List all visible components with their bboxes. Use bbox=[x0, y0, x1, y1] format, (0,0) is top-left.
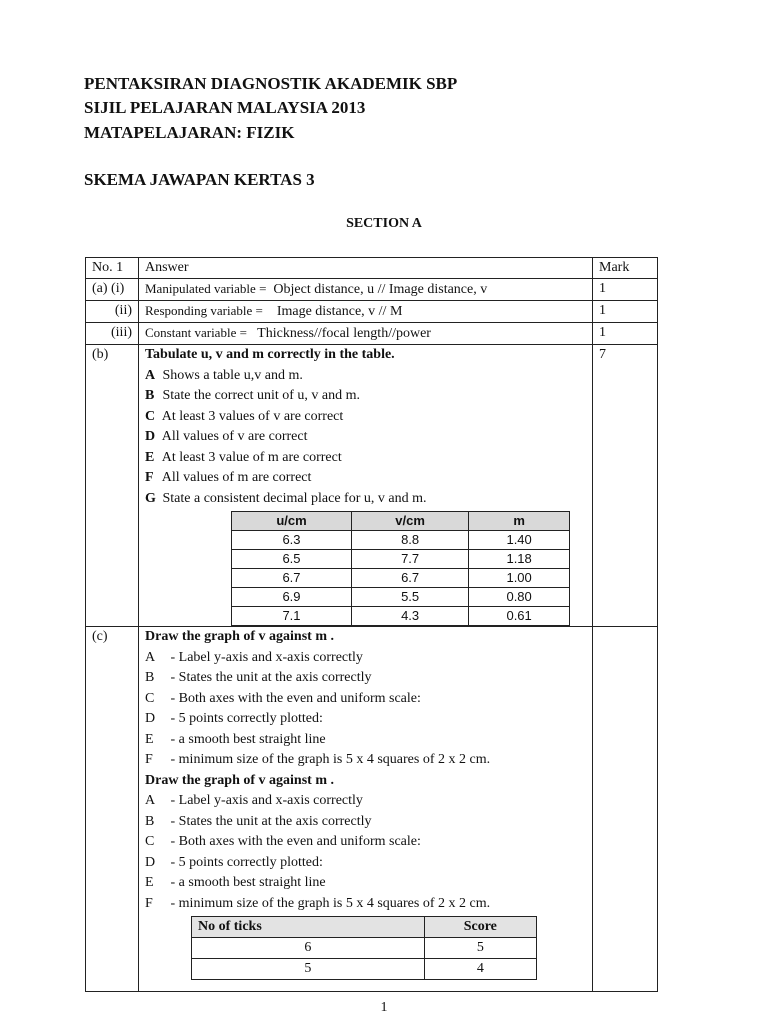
criterion-item bbox=[145, 427, 586, 448]
row-mark: 1 bbox=[593, 301, 658, 323]
criterion-text: At least 3 values of v are correct bbox=[161, 408, 344, 424]
table-row-b bbox=[86, 345, 658, 627]
data-table bbox=[231, 511, 570, 626]
criterion-text: - States the unit at the axis correctly bbox=[170, 670, 372, 685]
criterion-letter: D bbox=[145, 854, 156, 870]
criterion-item bbox=[145, 873, 586, 894]
criterion-text: - a smooth best straight line bbox=[170, 731, 326, 747]
row-no: (ii) bbox=[86, 301, 139, 323]
criterion-text: All values of v are correct bbox=[161, 429, 308, 444]
criterion-letter: D bbox=[145, 429, 156, 444]
criterion-letter: C bbox=[145, 408, 156, 424]
criterion-text: Shows a table u,v and m. bbox=[162, 367, 303, 383]
score-col-header: Score bbox=[424, 917, 536, 938]
criterion-letter: E bbox=[145, 875, 154, 890]
table-row bbox=[86, 301, 658, 323]
criterion-item bbox=[145, 448, 586, 469]
criterion-item bbox=[145, 832, 586, 853]
criterion-text: - minimum size of the graph is 5 x 4 squares of 2 x 2 cm. bbox=[170, 752, 491, 767]
data-cell: 8.8 bbox=[351, 531, 468, 550]
criterion-letter: G bbox=[145, 490, 156, 506]
page-number: 1 bbox=[380, 1000, 388, 1015]
criterion-text: - Label y-axis and x-axis correctly bbox=[170, 649, 363, 665]
data-table-row bbox=[232, 607, 570, 626]
ticks-cell: 6 bbox=[192, 938, 425, 959]
row-no: (iii) bbox=[86, 323, 139, 345]
table-row bbox=[86, 279, 658, 301]
row-answer bbox=[139, 345, 593, 627]
data-cell: 6.5 bbox=[232, 550, 352, 569]
header-line-4: SKEMA JAWAPAN KERTAS 3 bbox=[84, 170, 315, 189]
criterion-letter: F bbox=[145, 752, 153, 767]
data-cell: 7.7 bbox=[351, 550, 468, 569]
criterion-letter: A bbox=[145, 793, 156, 808]
criterion-item bbox=[145, 709, 586, 730]
row-mark bbox=[593, 627, 658, 992]
row-mark: 1 bbox=[593, 279, 658, 301]
criterion-text: - States the unit at the axis correctly bbox=[170, 813, 372, 829]
variable-label: Constant variable = bbox=[145, 325, 247, 340]
criterion-text: State the correct unit of u, v and m. bbox=[162, 388, 360, 403]
row-mark: 1 bbox=[593, 323, 658, 345]
criterion-letter: C bbox=[145, 690, 155, 706]
section-title: SECTION A bbox=[346, 216, 422, 231]
criterion-item bbox=[145, 750, 586, 771]
data-table-row bbox=[232, 588, 570, 607]
criterion-text: - 5 points correctly plotted: bbox=[170, 711, 323, 726]
header-line-1: PENTAKSIRAN DIAGNOSTIK AKADEMIK SBP bbox=[84, 74, 458, 93]
criterion-letter: A bbox=[145, 649, 156, 665]
variable-value: Image distance, v // M bbox=[276, 304, 403, 319]
row-no: (a) (i) bbox=[86, 279, 139, 301]
criterion-letter: C bbox=[145, 834, 155, 849]
table-row bbox=[86, 323, 658, 345]
criterion-text: State a consistent decimal place for u, v and m. bbox=[162, 490, 427, 506]
criterion-text: - Both axes with the even and uniform scale: bbox=[170, 690, 421, 706]
row-answer bbox=[139, 627, 593, 992]
ticks-row bbox=[192, 938, 537, 959]
ticks-score-table bbox=[191, 916, 537, 980]
criterion-item bbox=[145, 407, 586, 428]
criterion-item bbox=[145, 386, 586, 407]
row-answer bbox=[139, 323, 593, 345]
part-b-title: Tabulate u, v and m correctly in the table. bbox=[145, 347, 395, 362]
header-line-2: SIJIL PELAJARAN MALAYSIA 2013 bbox=[84, 98, 366, 117]
criterion-text: - a smooth best straight line bbox=[170, 875, 326, 890]
row-answer bbox=[139, 279, 593, 301]
criterion-text: - Label y-axis and x-axis correctly bbox=[170, 793, 363, 808]
ticks-row bbox=[192, 959, 537, 980]
data-table-row bbox=[232, 531, 570, 550]
part-c-title: Draw the graph of v against m . bbox=[145, 629, 334, 644]
criterion-item bbox=[145, 489, 586, 510]
variable-label: Responding variable = bbox=[145, 303, 263, 318]
data-cell: 7.1 bbox=[232, 607, 352, 626]
data-col-header: m bbox=[469, 512, 570, 531]
answer-scheme-table bbox=[85, 257, 658, 992]
data-cell: 1.40 bbox=[469, 531, 570, 550]
criterion-item bbox=[145, 894, 586, 915]
data-table-row bbox=[232, 550, 570, 569]
data-cell: 0.61 bbox=[469, 607, 570, 626]
criterion-item bbox=[145, 730, 586, 751]
ticks-header-row bbox=[192, 917, 537, 938]
criterion-item bbox=[145, 468, 586, 489]
criterion-text: - minimum size of the graph is 5 x 4 squares of 2 x 2 cm. bbox=[170, 895, 491, 911]
criterion-item bbox=[145, 689, 586, 710]
criterion-letter: B bbox=[145, 813, 155, 829]
criterion-item bbox=[145, 648, 586, 669]
row-no: (b) bbox=[86, 345, 139, 627]
table-header-row bbox=[86, 258, 658, 279]
score-cell: 5 bbox=[424, 938, 536, 959]
criterion-letter: D bbox=[145, 711, 156, 726]
criterion-item bbox=[145, 791, 586, 812]
criterion-letter: F bbox=[145, 895, 153, 911]
data-cell: 6.7 bbox=[232, 569, 352, 588]
data-table-row bbox=[232, 569, 570, 588]
data-cell: 6.7 bbox=[351, 569, 468, 588]
criterion-item bbox=[145, 366, 586, 387]
part-c-title: Draw the graph of v against m . bbox=[145, 772, 334, 788]
data-col-header: v/cm bbox=[351, 512, 468, 531]
data-cell: 1.18 bbox=[469, 550, 570, 569]
data-cell: 0.80 bbox=[469, 588, 570, 607]
criterion-text: - 5 points correctly plotted: bbox=[170, 854, 323, 870]
ticks-col-header: No of ticks bbox=[192, 917, 425, 938]
data-cell: 1.00 bbox=[469, 569, 570, 588]
ticks-cell: 5 bbox=[192, 959, 425, 980]
data-table-header-row bbox=[232, 512, 570, 531]
criterion-item bbox=[145, 668, 586, 689]
col-no-header: No. 1 bbox=[86, 258, 139, 279]
criterion-item bbox=[145, 853, 586, 874]
col-mark-header: Mark bbox=[593, 258, 658, 279]
col-answer-header: Answer bbox=[139, 258, 593, 279]
table-row-c bbox=[86, 627, 658, 992]
row-mark: 7 bbox=[593, 345, 658, 627]
criterion-text: At least 3 value of m are correct bbox=[161, 449, 342, 465]
data-cell: 4.3 bbox=[351, 607, 468, 626]
criterion-text: - Both axes with the even and uniform scale: bbox=[170, 834, 421, 849]
criterion-letter: E bbox=[145, 449, 155, 465]
variable-label: Manipulated variable = bbox=[145, 281, 267, 296]
variable-value: Object distance, u // Image distance, v bbox=[273, 282, 488, 297]
criterion-letter: B bbox=[145, 670, 155, 685]
criterion-letter: F bbox=[145, 470, 154, 485]
header-line-3: MATAPELAJARAN: FIZIK bbox=[84, 123, 295, 142]
data-cell: 5.5 bbox=[351, 588, 468, 607]
row-no: (c) bbox=[86, 627, 139, 992]
criterion-letter: E bbox=[145, 731, 154, 747]
criterion-item bbox=[145, 812, 586, 833]
data-cell: 6.3 bbox=[232, 531, 352, 550]
row-answer bbox=[139, 301, 593, 323]
criterion-text: All values of m are correct bbox=[161, 470, 312, 485]
variable-value: Thickness//focal length//power bbox=[257, 326, 431, 341]
criterion-letter: B bbox=[145, 388, 155, 403]
criterion-letter: A bbox=[145, 367, 156, 383]
data-col-header: u/cm bbox=[232, 512, 352, 531]
data-cell: 6.9 bbox=[232, 588, 352, 607]
score-cell: 4 bbox=[424, 959, 536, 980]
